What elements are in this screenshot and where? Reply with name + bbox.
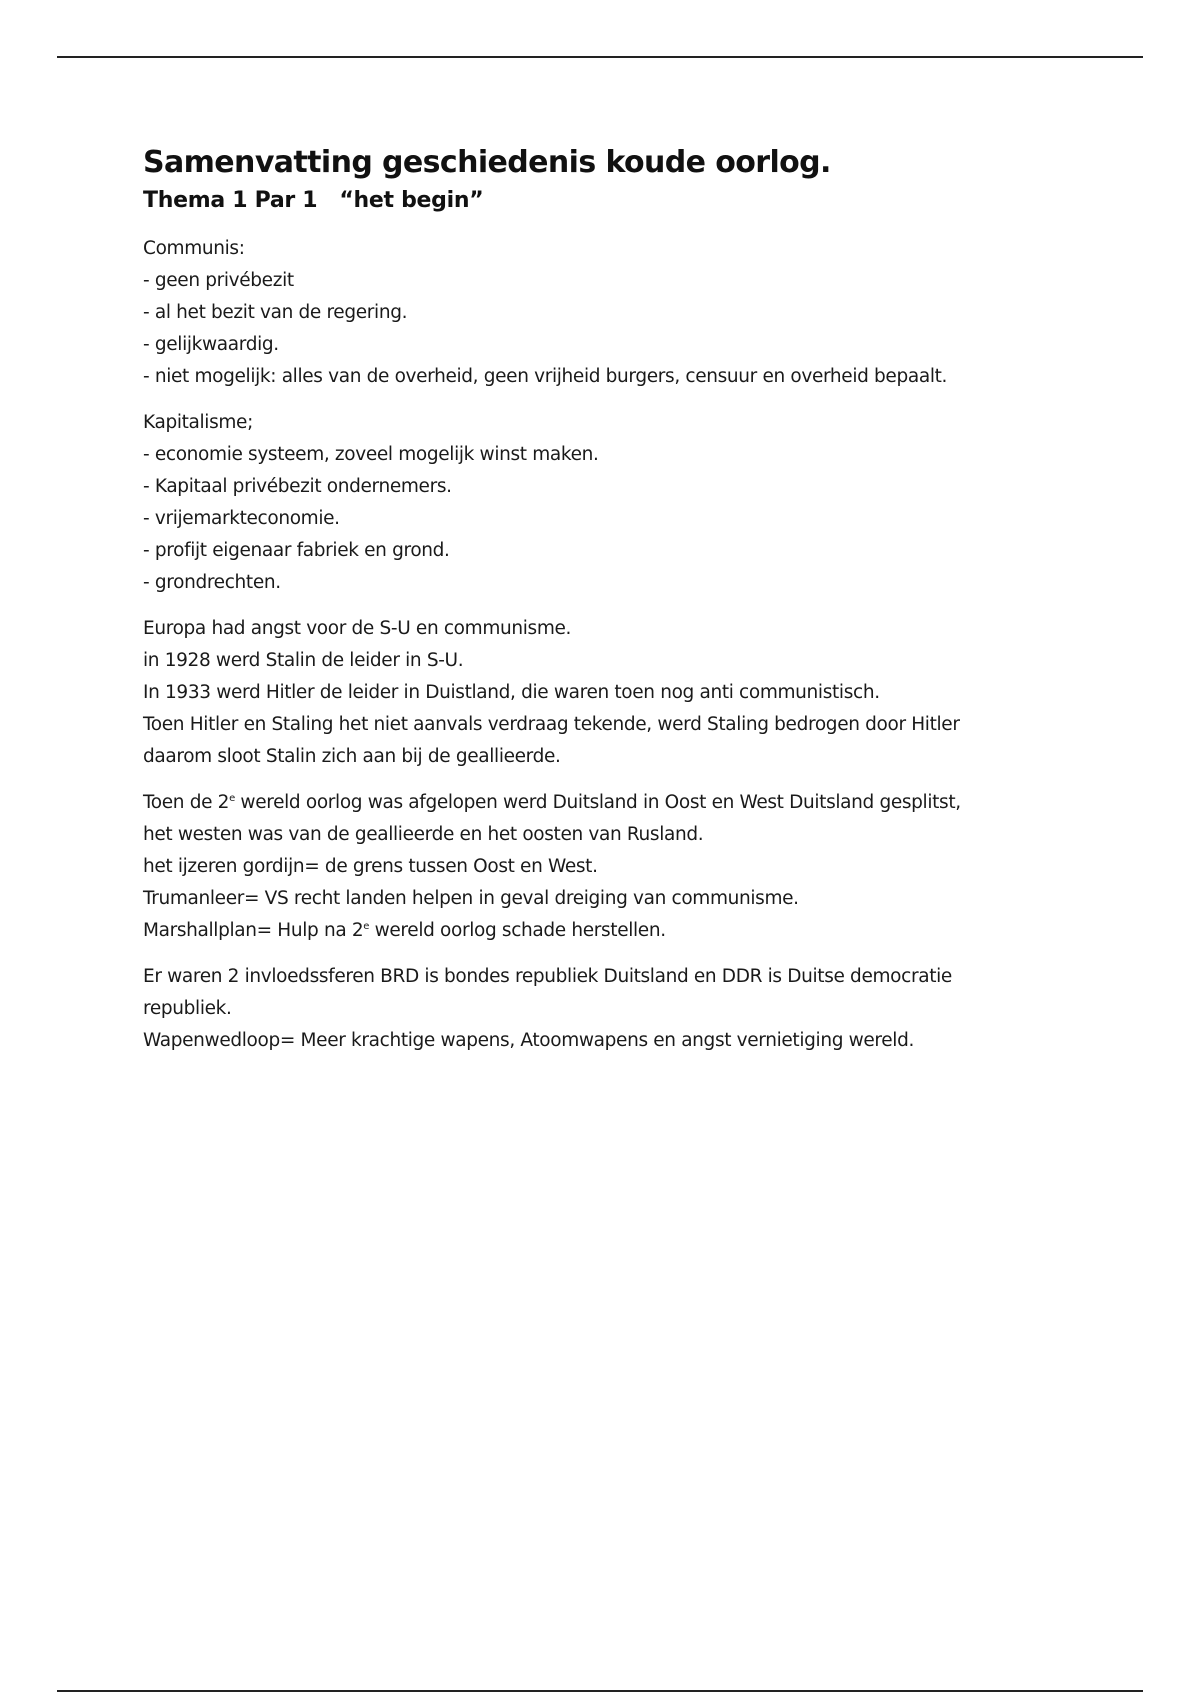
text-line: Toen de 2e wereld oorlog was afgelopen werd Duitsland in Oost en West Duitsland gesplitst,	[143, 792, 961, 813]
text-line: Wapenwedloop= Meer krachtige wapens, Atoomwapens en angst vernietiging wereld.	[143, 1030, 915, 1051]
text-line: Communis:	[143, 238, 245, 259]
section-europa	[143, 613, 1063, 773]
section-communisme	[143, 233, 1063, 393]
text-line: het ijzeren gordijn= de grens tussen Oost en West.	[143, 856, 598, 877]
text-line: Europa had angst voor de S-U en communisme.	[143, 618, 572, 639]
text-line: - gelijkwaardig.	[143, 334, 279, 355]
text-line: In 1933 werd Hitler de leider in Duistland, die waren toen nog anti communistisch.	[143, 682, 880, 703]
text-line: - vrijemarkteconomie.	[143, 508, 340, 529]
top-rule	[57, 56, 1143, 58]
document-body	[143, 143, 1063, 1071]
text-line: - economie systeem, zoveel mogelijk winst maken.	[143, 444, 599, 465]
document-subtitle: Thema 1 Par 1 “het begin”	[143, 188, 484, 213]
section-na-de-oorlog	[143, 787, 1063, 947]
text-line: Toen Hitler en Staling het niet aanvals verdraag tekende, werd Staling bedrogen door Hitler	[143, 714, 960, 735]
superscript: e	[229, 793, 235, 804]
text-line: - grondrechten.	[143, 572, 281, 593]
text-line: - niet mogelijk: alles van de overheid, geen vrijheid burgers, censuur en overheid bepaalt.	[143, 366, 948, 387]
text-line: - al het bezit van de regering.	[143, 302, 408, 323]
text-line: in 1928 werd Stalin de leider in S-U.	[143, 650, 464, 671]
bottom-rule	[57, 1690, 1143, 1692]
text-line: - Kapitaal privébezit ondernemers.	[143, 476, 452, 497]
text-line: - profijt eigenaar fabriek en grond.	[143, 540, 450, 561]
text-line: het westen was van de geallieerde en het oosten van Rusland.	[143, 824, 704, 845]
text-line: - geen privébezit	[143, 270, 294, 291]
text-line: Trumanleer= VS recht landen helpen in geval dreiging van communisme.	[143, 888, 799, 909]
text-line: daarom sloot Stalin zich aan bij de geallieerde.	[143, 746, 561, 767]
text-line: republiek.	[143, 998, 232, 1019]
section-kapitalisme	[143, 407, 1063, 599]
section-invloedssferen	[143, 961, 1063, 1057]
text-line: Marshallplan= Hulp na 2e wereld oorlog schade herstellen.	[143, 920, 666, 941]
text-line: Er waren 2 invloedssferen BRD is bondes republiek Duitsland en DDR is Duitse democratie	[143, 966, 952, 987]
superscript: e	[363, 921, 370, 932]
document-title: Samenvatting geschiedenis koude oorlog.	[143, 145, 831, 180]
text-line: Kapitalisme;	[143, 412, 253, 433]
